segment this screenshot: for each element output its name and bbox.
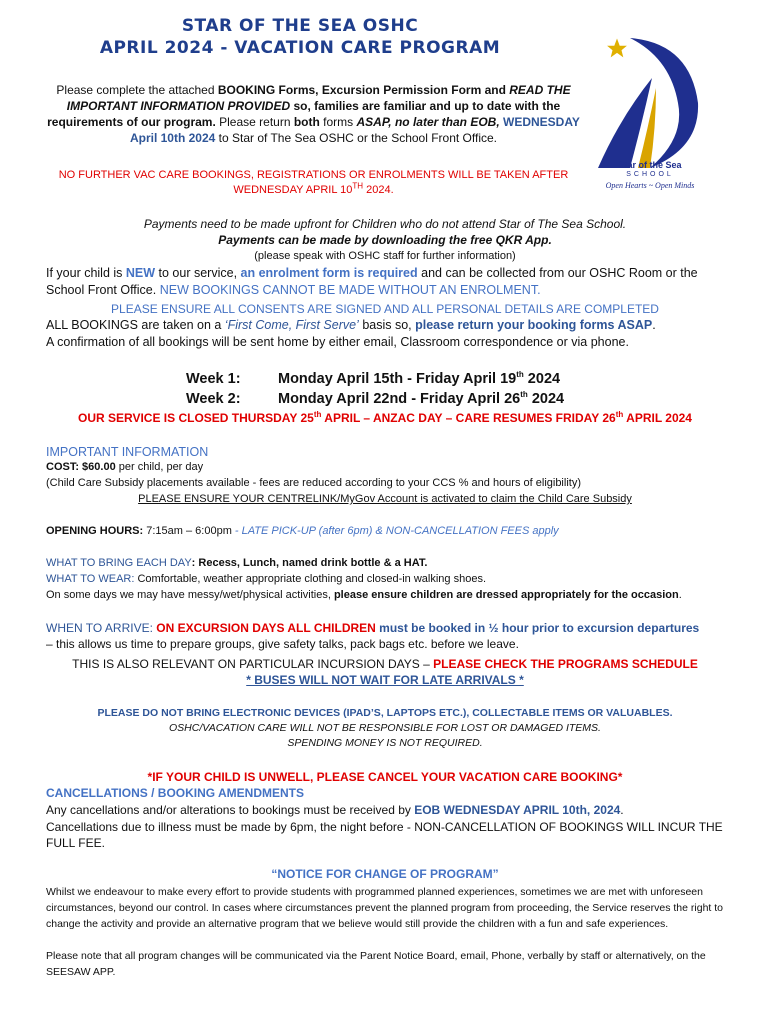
notice-paragraph-1: Whilst we endeavour to make every effort to provide students with programmed planned experiences, sometimes we are met with unforeseen circumstances, beyond our control. In cases where circumstances prevent the planned program from proceeding, the Service reserves the right to change the activity and provide an alternative program that we believe would still provide the children with a fun and safe experiences. [46, 886, 723, 930]
bookings-return-asap: please return your booking forms ASAP [415, 318, 653, 332]
cancellations-heading: CANCELLATIONS / BOOKING AMENDMENTS [46, 786, 304, 800]
wear-value: Comfortable, weather appropriate clothing and closed-in walking shoes. [134, 573, 487, 585]
logo-motto: Open Hearts ~ Open Minds [605, 181, 695, 190]
notice-sup: TH [352, 181, 364, 191]
enrolment-paragraph [46, 265, 726, 299]
logo-text [590, 160, 710, 190]
devices-line-1: PLEASE DO NOT BRING ELECTRONIC DEVICES (IPAD’S, LAPTOPS ETC.), COLLECTABLE ITEMS OR VALUABLES. [97, 707, 673, 719]
cost-label: COST: $60.00 [46, 461, 116, 473]
hours-value: 7:15am – 6:00pm [143, 525, 232, 537]
incursion-check: PLEASE CHECK THE PROGRAMS SCHEDULE [433, 657, 698, 671]
notice-paragraph-2: Please note that all program changes will be communicated via the Parent Notice Board, email, Phone, verbally by staff or alternatively, on the SEESAW APP. [46, 950, 706, 978]
enrol-text-3: and can be collected from our OSHC Room or the School Front Office. [46, 266, 698, 297]
closed-sup-1: th [313, 410, 322, 419]
consents-line: PLEASE ENSURE ALL CONSENTS ARE SIGNED AND ALL PERSONAL DETAILS ARE COMPLETED [111, 302, 659, 316]
arrive-blue: must be booked in ½ hour prior to excursion departures [375, 621, 700, 635]
buses-line: * BUSES WILL NOT WAIT FOR LATE ARRIVALS * [246, 673, 524, 687]
enrol-required: an enrolment form is required [240, 266, 418, 280]
intro-text: Please complete the attached [56, 83, 218, 97]
arrive-label: WHEN TO ARRIVE: [46, 621, 153, 635]
arrive-rest: – this allows us time to prepare groups, give safety talks, pack bags etc. before we leave. [46, 637, 519, 651]
week-2-dates [278, 389, 564, 409]
arrive-red: ON EXCURSION DAYS ALL CHILDREN [152, 621, 376, 635]
payments-line-2 [40, 232, 730, 248]
bookings-line [46, 317, 726, 334]
messy-text: On some days we may have messy/wet/physical activities, [46, 589, 334, 601]
devices-line-3: SPENDING MONEY IS NOT REQUIRED. [287, 737, 483, 749]
closed-text-2: APRIL – ANZAC DAY – CARE RESUMES FRIDAY 26 [321, 411, 616, 425]
week-1-dates [278, 369, 560, 389]
confirmation-line: A confirmation of all bookings will be sent home by either email, Classroom correspondence or via phone. [46, 335, 629, 349]
incursion-text: THIS IS ALSO RELEVANT ON PARTICULAR INCURSION DAYS – [72, 657, 434, 671]
week-1-sup: th [516, 370, 524, 380]
messy-bold: please ensure children are dressed appropriately for the occasion [333, 589, 679, 601]
cost-line [46, 460, 203, 475]
intro-paragraph [46, 82, 581, 146]
no-further-bookings-notice [46, 168, 581, 198]
bookings-text-1: ALL BOOKINGS are taken on a [46, 318, 225, 332]
arrive-paragraph [46, 620, 706, 652]
cancellations-line-1 [46, 802, 726, 818]
opening-hours-line [46, 524, 736, 539]
intro-bold: BOOKING Forms, Excursion Permission Form and [217, 83, 510, 97]
star-of-the-sea-logo-icon [590, 18, 710, 168]
incursion-line [40, 656, 730, 672]
closed-sup-2: th [615, 410, 624, 419]
bookings-text-2: basis so, [358, 318, 416, 332]
title-line-1: STAR OF THE SEA OSHC [181, 16, 419, 36]
notice-heading: “NOTICE FOR CHANGE OF PROGRAM” [271, 867, 499, 881]
week-1-range: Monday April 15th - Friday April 19 [278, 371, 517, 387]
enrol-new: NEW [125, 266, 156, 280]
logo-sub: SCHOOL [626, 171, 674, 178]
unwell-notice: *IF YOUR CHILD IS UNWELL, PLEASE CANCEL YOUR VACATION CARE BOOKING* [147, 770, 623, 784]
title-line-2: APRIL 2024 - VACATION CARE PROGRAM [99, 38, 501, 58]
week-2-year: 2024 [527, 391, 565, 407]
cancel-deadline: EOB WEDNESDAY APRIL 10th, 2024 [414, 803, 621, 817]
important-info-heading: IMPORTANT INFORMATION [46, 445, 209, 459]
subsidy-line: (Child Care Subsidy placements available - fees are reduced according to your CCS % and hours of eligibility) [46, 477, 581, 489]
intro-bold-2: so, families are familiar and up to date with the requirements of our program. [47, 99, 561, 129]
bring-value: : Recess, Lunch, named drink bottle & a HAT. [191, 557, 428, 569]
cost-rest: per child, per day [115, 461, 204, 473]
week-2-sup: th [520, 390, 528, 400]
intro-text-2: Please return [215, 115, 294, 129]
enrol-text-2: to our service, [155, 266, 241, 280]
bring-label: WHAT TO BRING EACH DAY [46, 557, 192, 569]
intro-bold-italic: READ THE IMPORTANT INFORMATION PROVIDED [66, 83, 571, 113]
closed-text-1: OUR SERVICE IS CLOSED THURSDAY 25 [78, 411, 314, 425]
payments-qkr: Payments can be made by downloading the free QKR App [218, 233, 549, 247]
hours-late: - LATE PICK-UP (after 6pm) & NON-CANCELLATION FEES apply [231, 525, 559, 537]
notice-line-2: WEDNESDAY APRIL 10 [233, 184, 353, 196]
hours-label: OPENING HOURS: [46, 525, 144, 537]
payments-end: . [548, 233, 552, 247]
bring-line [46, 556, 736, 571]
week-1-year: 2024 [523, 371, 561, 387]
messy-line [46, 588, 706, 603]
enrol-no-booking: NEW BOOKINGS CANNOT BE MADE WITHOUT AN ENROLMENT. [159, 283, 541, 297]
intro-return: to Star of The Sea OSHC or the School Front Office. [215, 131, 498, 145]
payments-line-1: Payments need to be made upfront for Children who do not attend Star of The Sea School. [143, 217, 627, 231]
wear-label: WHAT TO WEAR: [46, 573, 135, 585]
devices-line-2: OSHC/VACATION CARE WILL NOT BE RESPONSIBLE FOR LOST OR DAMAGED ITEMS. [169, 722, 601, 734]
intro-deadline: WEDNESDAY April 10th 2024 [129, 115, 580, 145]
bookings-first-come: ‘First Come, First Serve’ [224, 318, 359, 332]
centrelink-line: PLEASE ENSURE YOUR CENTRELINK/MyGov Account is activated to claim the Child Care Subsidy [138, 493, 632, 505]
week-1-label: Week 1: [186, 371, 241, 387]
wear-line [46, 572, 736, 587]
intro-asap: ASAP, no later than EOB, [356, 115, 500, 129]
payments-line-3: (please speak with OSHC staff for further information) [254, 250, 516, 262]
week-2-label: Week 2: [186, 391, 241, 407]
notice-year: 2024. [363, 184, 394, 196]
cancel-end: . [620, 803, 624, 817]
cancellations-illness: Cancellations due to illness must be made by 6pm, the night before - NON-CANCELLATION OF BOOKINGS WILL INCUR THE FULL FEE. [46, 820, 723, 850]
logo-name: Star of the Sea [618, 160, 682, 170]
cancel-text: Any cancellations and/or alterations to bookings must be received by [46, 803, 415, 817]
notice-line-1: NO FURTHER VAC CARE BOOKINGS, REGISTRATIONS OR ENROLMENTS WILL BE TAKEN AFTER [58, 169, 569, 181]
enrol-text-1: If your child is [46, 266, 126, 280]
bookings-end: . [652, 318, 656, 332]
messy-end: . [678, 589, 682, 601]
intro-both: both [293, 115, 320, 129]
service-closed-notice [40, 410, 730, 426]
closed-text-3: APRIL 2024 [623, 411, 692, 425]
week-2-range: Monday April 22nd - Friday April 26 [278, 391, 521, 407]
intro-forms: forms [319, 115, 357, 129]
